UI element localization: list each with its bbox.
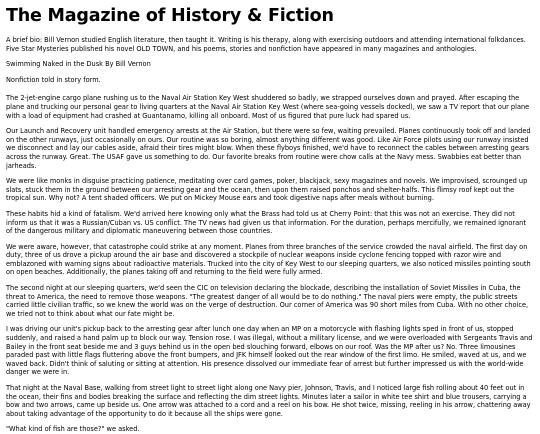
- story-paragraph: These habits hid a kind of fatalism. We'd arrived here knowing only what the Brass had told us at Cherry Point: that this was not an exercise. They did not inform us that it was a Russian/Cuban vs. US conflict. The TV news had given us that information. For the duration, perhaps mercifully, we remained ignorant of the dangerous military and diplomatic maneuvering between those countries.: [6, 209, 526, 236]
- story-paragraph: I was driving our unit's pickup back to the arresting gear after lunch one day when an MP on a motorcycle with flashing lights sped in front of us, stopped suddenly, and raised a hand palm up to block our way. Tension rose. I was illegal, without a military license, and we were overloaded with Sergeants Travis and Bailey in the front seat beside me and 3 guys behind us in the open bed slouching forward, elbows on our roof. Was the MP after us? No. Three limousines paraded past with little flags fluttering above the front bumpers, and JFK himself looked out the rear window of the first limo. He smiled, waved at us, and we waved back. Didn't think of saluting or sitting at attention. His presence dissolved our immediate fear of arrest but further impressed us with the world-wide danger we were in.: [6, 325, 533, 377]
- story-paragraph: That night at the Naval Base, walking from street light to street light along one Navy pier, Johnson, Travis, and I noticed large fish rolling about 40 feet out in the ocean, their fins and bodies breaking the surface and reflecting the dim street lights. Minutes later a sailor in white tee shirt and blue trousers, carrying a bow and two arrows, came up beside us. One arrow was attached to a cord and a reel on his bow. He shot twice, missing, reeling in his arrow, chattering away about taking advantage of the opportunity to do it because all the ships were gone.: [6, 384, 531, 418]
- story-byline: Swimming Naked in the Dusk By Bill Vernon: [6, 60, 151, 69]
- story-paragraph: "What kind of fish are those?" we asked.: [6, 425, 140, 434]
- story-genre-note: Nonfiction told in story form.: [6, 75, 101, 84]
- story-paragraph: We were aware, however, that catastrophe could strike at any moment. Planes from three branches of the service crowded the naval airfield. The first day on duty, three of us drove a pickup around the air base and discovered a stockpile of nuclear weapons inside cyclone fencing topped with razor wire and emblazoned with warning signs about radioactive materials. Trucked into the city of Key West to our sleeping quarters, we also noticed missiles pointing south on open beaches. Additionally, the planes taking off and returning to the field were fully armed.: [6, 242, 531, 277]
- page-title: The Magazine of History & Fiction: [6, 6, 334, 26]
- author-bio: A brief bio: Bill Vernon studied English literature, then taught it. Writing is his therapy, along with exercising outdoors and attending international folkdances. Five Star Mysteries published his novel OLD TOWN, and his poems, stories and nonfiction have appeared in many magazines and anthologies.: [6, 36, 526, 53]
- story-paragraph: The 2-jet-engine cargo plane rushing us to the Naval Air Station Key West shuddered so badly, we strapped ourselves down and prayed. After escaping the plane and trucking our personal gear to living quarters at the Naval Air Station Key West (where sea-going vessels docked), we saw a TV report that our plane with a load of equipment had crashed at Guantanamo, killing all onboard. Most of us figured that pure luck had spared us.: [6, 94, 530, 120]
- story-paragraph: We were like monks in disguise practicing patience, meditating over card games, poker, blackjack, sexy magazines and novels. We improvised, scrounged up slats, stuck them in the ground between our arresting gear and the ocean, then upon them raised ponchos and shelter-halfs. This flimsy roof kept out the tropical sun. Why not? A tent shaded officers. We put on Mickey Mouse ears and took digestive naps after meals without burning.: [6, 177, 528, 203]
- story-paragraph: The second night at our sleeping quarters, we'd seen the CIC on television declaring the blockade, describing the installation of Soviet Missiles in Cuba, the threat to America, the need to remove those weapons. "The greatest danger of all would be to do nothing." The naval piers were empty, the public streets carried little civilian traffic, so we knew the world was on the verge of destruction. Our corner of America was 90 short miles from Cuba. With no other choice, we tried not to think about what our fate might be.: [6, 284, 529, 318]
- story-paragraph: Our Launch and Recovery unit handled emergency arrests at the Air Station, but there were so few, waiting prevailed. Planes continuously took off and landed on the other runways, just occasionally on ours. Our routine was so boring, almost anything different was good. Like Air Force pilots using our runway insisted we disconnect and lay our cables aside, afraid their tires might blow. When these flyboys finished, we'd have to reconnect the cables between arresting gears across the runway. Great. The USAF gave us something to do. Our favorite breaks from routine were chow calls at the Navy mess. Swabbies eat better than jarheads.: [6, 127, 531, 170]
